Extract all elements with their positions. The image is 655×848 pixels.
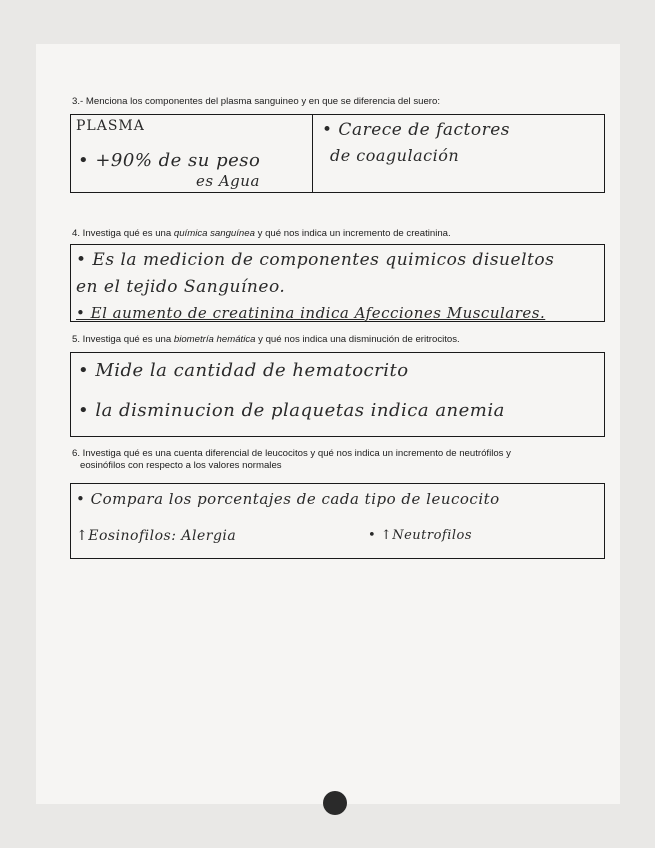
answer-3-right-line2: de coagulación	[330, 146, 460, 165]
page-number-badge	[323, 791, 347, 815]
answer-5-line1: • Mide la cantidad de hematocrito	[78, 360, 409, 381]
question-5: 5. Investiga qué es una biometría hemática y qué nos indica una disminución de eritrocitos.	[72, 334, 460, 345]
answer-6-line2-right: • ↑Neutrofilos	[368, 528, 473, 543]
question-6-line1: 6. Investiga qué es una cuenta diferencial de leucocitos y qué nos indica un incremento de neutrófilos y	[72, 448, 511, 459]
answer-6-line2-left: ↑Eosinofilos: Alergia	[76, 528, 237, 544]
answer-3-left-line2: es Agua	[196, 172, 260, 190]
answer-3-plasma-title: PLASMA	[76, 118, 145, 134]
answer-3-right-line1: • Carece de factores	[322, 120, 511, 140]
question-6-line2: eosinófilos con respecto a los valores normales	[80, 460, 282, 471]
answer-4-line3: • El aumento de creatinina indica Afecciones Musculares.	[76, 304, 546, 322]
answer-4-line1: • Es la medicion de componentes quimicos disueltos	[76, 250, 555, 270]
answer-4-line2: en el tejido Sanguíneo.	[76, 277, 286, 297]
answer-5-line2: • la disminucion de plaquetas indica anemia	[78, 400, 505, 421]
question-3: 3.- Menciona los componentes del plasma sanguineo y en que se diferencia del suero:	[72, 96, 440, 107]
answer-3-left-line1: • +90% de su peso	[78, 150, 261, 171]
answer-6-line1: • Compara los porcentajes de cada tipo de leucocito	[76, 490, 500, 508]
question-4: 4. Investiga qué es una química sanguínea y qué nos indica un incremento de creatinina.	[72, 228, 451, 239]
question-6	[72, 448, 612, 472]
answer-box-3-divider	[312, 114, 313, 193]
